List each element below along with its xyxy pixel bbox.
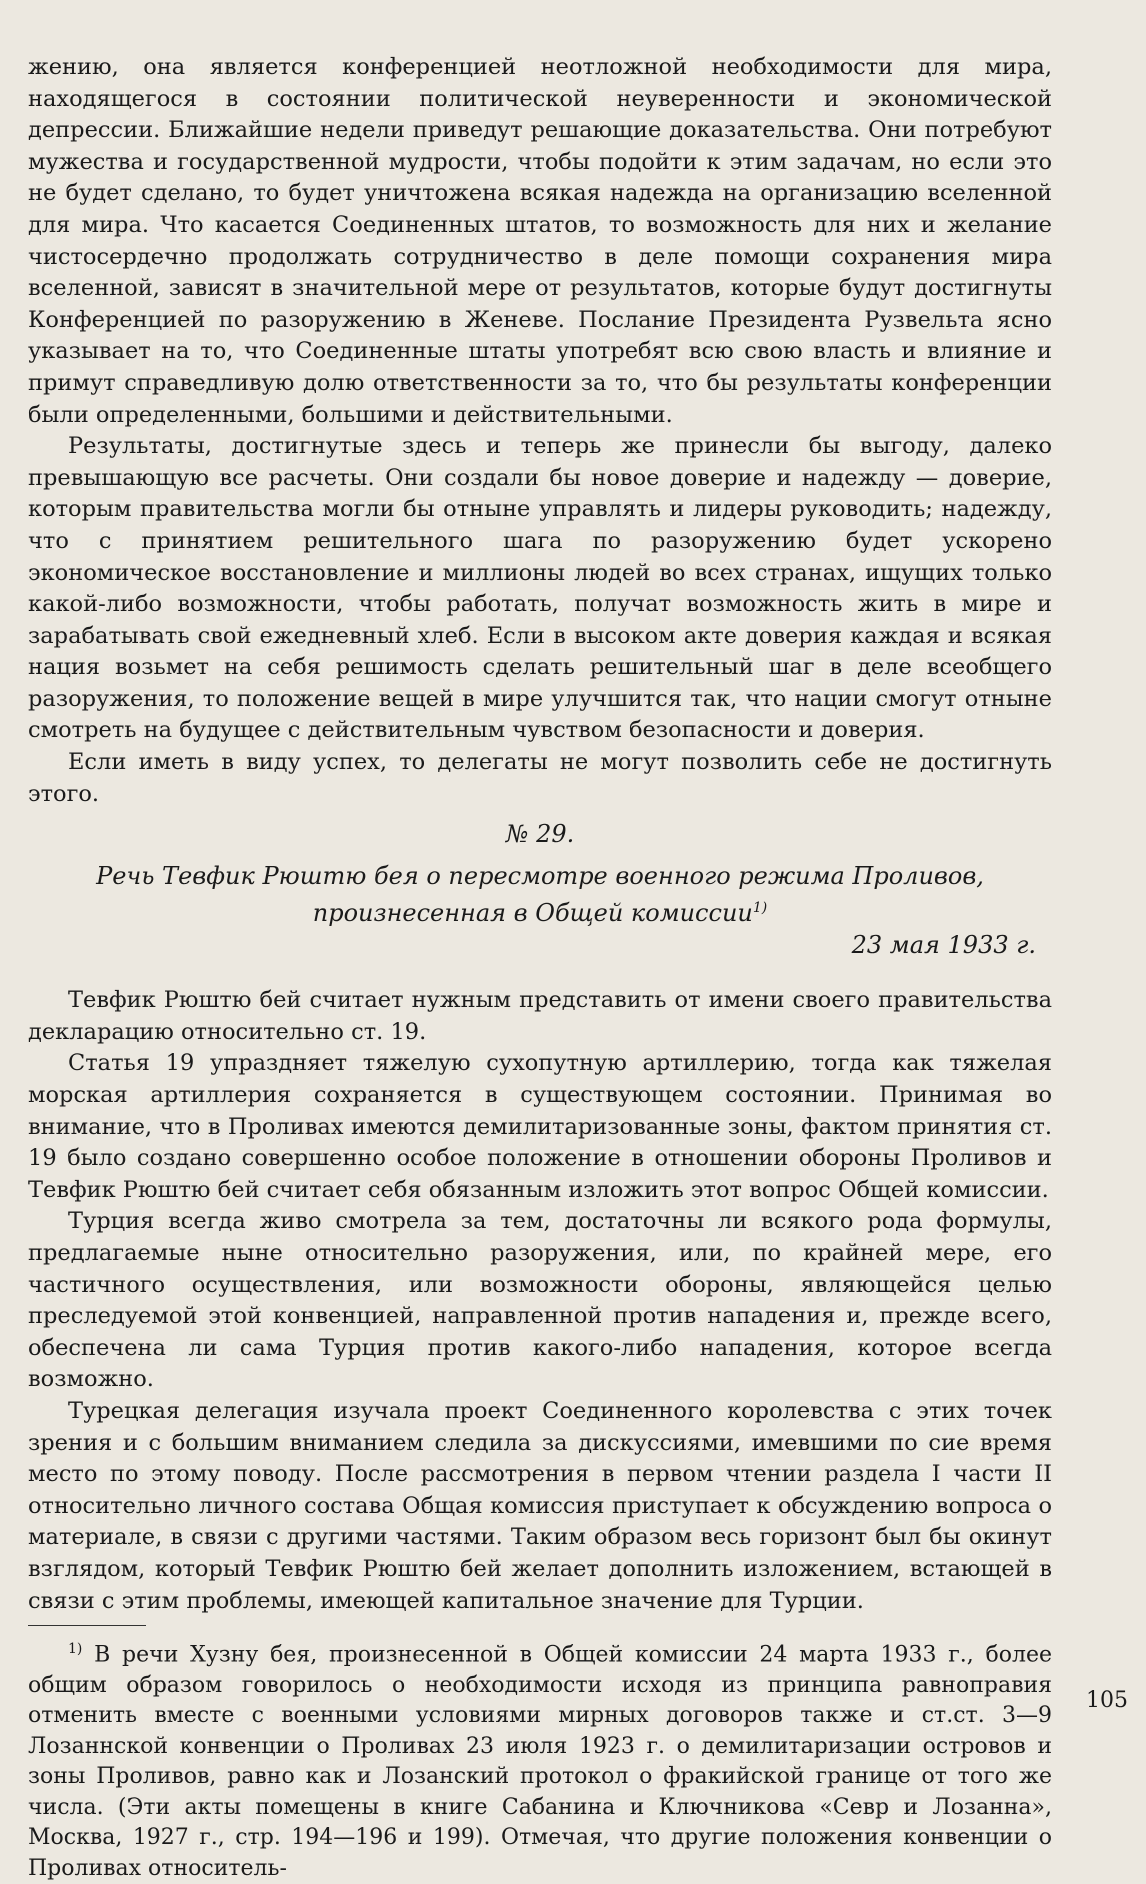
footnote-mark: 1) — [68, 1641, 83, 1658]
paragraph: Турция всегда живо смотрела за тем, достаточны ли всякого рода формулы, предлагаемые ныне относительно разоружения, или, по крайней мере, его частичного осуществления, или возможности обороны, являющейся целью преследуемой этой конвенцией, направленной против нападения и, прежде всего, обеспечена ли сама Турция против какого-либо нападения, которое всегда возможно. — [28, 1208, 1052, 1393]
paragraph-continuation: жению, она является конференцией неотложной необходимости для мира, находящегося в состоянии политической неуверенности и экономической депрессии. Ближайшие недели приведут решающие доказательства. Они потребуют мужества и государственной мудрости, чтобы подойти к этим задачам, но если это не будет сделано, то будет уничтожена всякая надежда на организацию вселенной для мира. Что касается Соединенных штатов, то возможность для них и желание чистосердечно продолжать сотрудничество в деле помощи сохранения мира вселенной, зависят в значительной мере от результатов, которые будут достигнуты Конференцией по разоружению в Женеве. Послание Президента Рузвельта ясно указывает на то, что Соединенные штаты употребят всю свою власть и влияние и примут справедливую долю ответственности за то, что бы результаты конференции были определенными, большими и действительными. — [28, 54, 1052, 428]
footnote — [28, 1634, 1052, 1884]
paragraph: Тевфик Рюштю бей считает нужным представить от имени своего правительства декларацию относительно ст. 19. — [28, 987, 1052, 1045]
document-number: № 29. — [505, 820, 575, 849]
document-title-text: Речь Тевфик Рюштю бея о пересмотре военного режима Проливов, произнесенная в Общей комиссии — [96, 862, 984, 928]
footnote-divider — [28, 1625, 146, 1626]
paragraph: Турецкая делегация изучала проект Соединенного королевства с этих точек зрения и с большим вниманием следила за дискуссиями, имевшими по сие время место по этому поводу. После рассмотрения в первом чтении раздела I части II относительно личного состава Общая комиссия приступает к обсуждению вопроса о материале, в связи с другими частями. Таким образом весь горизонт был бы окинут взглядом, который Тевфик Рюштю бей желает дополнить изложением, встающей в связи с этим проблемы, имеющей капитальное значение для Турции. — [28, 1397, 1052, 1614]
paragraph: Если иметь в виду успех, то делегаты не могут позволить себе не достигнуть этого. — [28, 749, 1052, 807]
document-title — [28, 860, 1052, 929]
page-number: 105 — [1086, 1688, 1128, 1713]
footnote-reference: 1) — [752, 900, 768, 917]
document-date: 23 мая 1933 г. — [851, 931, 1036, 960]
paragraph: Результаты, достигнутые здесь и теперь же принесли бы выгоду, далеко превышающую все расчеты. Они создали бы новое доверие и надежду — доверие, которым правительства могли бы отныне управлять и лидеры руководить; надежду, что с принятием решительного шага по разоружению будет ускорено экономическое восстановление и миллионы людей во всех странах, ищущих только какой-либо возможности, чтобы работать, получат возможность жить в мире и зарабатывать свой ежедневный хлеб. Если в высоком акте доверия каждая и всякая нация возьмет на себя решимость сделать решительный шаг в деле всеобщего разоружения, то положение вещей в мире улучшится так, что нации смогут отныне смотреть на будущее с действительным чувством безопасности и доверия. — [28, 433, 1052, 744]
footnote-text: В речи Хузну бея, произнесенной в Общей комиссии 24 марта 1933 г., более общим образом говорилось о необходимости исходя из принципа равноправия отменить вместе с военными условиями мирных договоров также и ст.ст. 3—9 Лозаннской конвенции о Проливах 23 июля 1923 г. о демилитаризации островов и зоны Проливов, равно как и Лозанский протокол о фракийской границе от того же числа. (Эти акты помещены в книге Сабанина и Ключникова «Севр и Лозанна», Москва, 1927 г., стр. 194—196 и 199). Отмечая, что другие положения конвенции о Проливах относитель- — [28, 1642, 1052, 1881]
paragraph: Статья 19 упраздняет тяжелую сухопутную артиллерию, тогда как тяжелая морская артиллерия сохраняется в существующем состоянии. Принимая во внимание, что в Проливах имеются демилитаризованные зоны, фактом принятия ст. 19 было создано совершенно особое положение в отношении обороны Проливов и Тевфик Рюштю бей считает себя обязанным изложить этот вопрос Общей комиссии. — [28, 1050, 1052, 1203]
document-page — [28, 52, 1052, 1884]
